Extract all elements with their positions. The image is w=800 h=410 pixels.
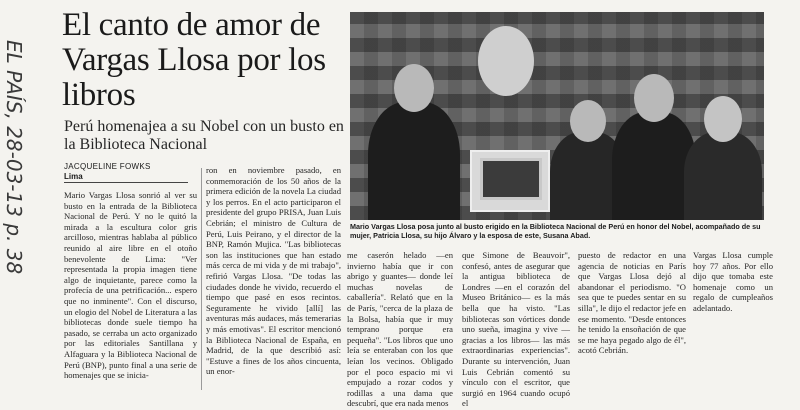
article-column-1: Mario Vargas Llosa sonrió al ver su busto en la entrada de la Biblioteca Nacional de Perú. Y no le quitó la mirada a la escultura color gris arcilloso, mientras hablaba al público reunido al aire libre en el otoño benevolente de Lima: "Ver representada la propia imagen tiene algo de inquietante, parece como la profecía de una petrificación... espero que no inminente". Con el discurso, un elogio del Nobel de Literatura a las bibliotecas donde suele tiempo ha pasado, se cerraba un acto organizado por las editoriales Santillana y Alfaguara y la Biblioteca Nacional de Perú (BNP), punto final a una serie de homenajes que se inicia- xyxy=(64,190,197,381)
article-column-6: Vargas Llosa cumple hoy 77 años. Por ello dijo que tomaba este homenaje como un regalo de cumpleaños adelantado. xyxy=(693,250,773,313)
person-vargas-llosa xyxy=(368,102,460,220)
article-column-5: puesto de redactor en una agencia de noticias en París que Vargas Llosa dejó al abandonar el periodismo. "O sea que te puedes sentar en su silla", le dijo el redactor jefe en ese momento. "Desde entonces he tenido la ensoñación de que se me haya pegado algo de él", acotó Cebrián. xyxy=(578,250,686,356)
photo-caption: Mario Vargas Llosa posa junto al busto erigido en la Biblioteca Nacional de Perú en honor del Nobel, acompañado de su mujer, Patricia Llosa, su hijo Álvaro y la esposa de este, Susana Abad. xyxy=(350,222,761,240)
article-column-2: ron en noviembre pasado, en conmemoración de los 50 años de la primera edición de la novela La ciudad y los perros. En el acto participaron el presidente del grupo PRISA, Juan Luis Cebrián; el ministro de Cultura de Perú, Luis Peirano, y el director de la BNP, Ramón Mujica. "Las bibliotecas son las instituciones que han estado más cerca de mi vida y de mi trabajo", refirió Vargas Llosa. "De todas las ciudades donde he vivido, recuerdo el tiempo que pasé en esos recintos. Seguramente he vivido [allí] las aventuras más audaces, más temerarias y más emotivas". El escritor mencionó la Biblioteca Nacional de España, en Madrid, de la que describió así: "Estuve a fines de los años cincuenta, un enor- xyxy=(206,165,341,377)
column-divider xyxy=(201,168,202,390)
news-photo xyxy=(350,12,764,220)
byline-rule xyxy=(64,182,188,183)
byline: JACQUELINE FOWKS xyxy=(64,162,151,171)
handwritten-note xyxy=(2,40,28,400)
person-patricia-llosa-head xyxy=(570,100,606,142)
headline: El canto de amor de Vargas Llosa por los libros xyxy=(62,7,326,113)
subtitle: Perú homenajea a su Nobel con un busto en la Biblioteca Nacional xyxy=(64,118,344,153)
dateline: Lima xyxy=(64,172,83,181)
handwritten-source-note: EL PAÍS, 28-03-13 p. 38 xyxy=(2,40,26,275)
person-susana-abad xyxy=(684,132,762,220)
article-column-4: que Simone de Beauvoir", confesó, antes de asegurar que la antigua biblioteca de Londres —en el corazón del Museo Británico— es la más bella que ha visto. "Las bibliotecas son vórtices donde uno sueña, imagina y vive —gracias a los libros— las más extraordinarias experiencias". Durante su intervención, Juan Luis Cebrián comentó su vínculo con el escritor, que surgió en 1964 cuando ocupó el xyxy=(462,250,570,409)
bust-head xyxy=(478,26,534,96)
person-susana-abad-head xyxy=(704,96,742,142)
article-column-3: me caserón helado —en invierno había que ir con abrigo y guantes— donde leí muchas novelas de caballería". Relató que en la de París, "cerca de la plaza de la Bolsa, había que ir muy temprano porque era pequeña". "Los libros que uno leía se enteraban con los que leían los vecinos. Obligado por el poco espacio mi vi empujado a rozar codos y rodillas a una dama que descubrí, que era nada menos xyxy=(347,250,453,409)
person-vargas-llosa-head xyxy=(394,64,434,112)
person-alvaro-head xyxy=(634,74,674,122)
bust-plaque xyxy=(480,158,542,200)
